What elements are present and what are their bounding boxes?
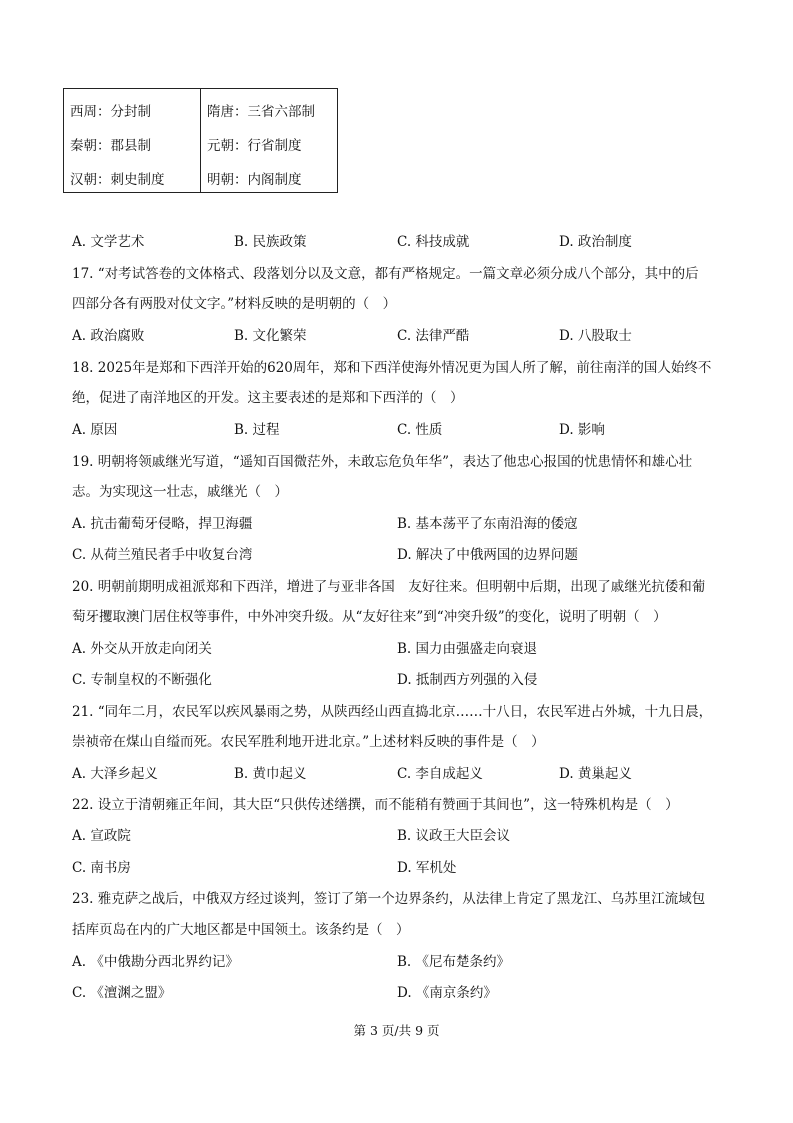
q16-option-d[interactable]: D. 政治制度 (559, 234, 632, 250)
q18-stem-line1: 18. 2025年是郑和下西洋开始的620周年，郑和下西洋使海外情况更为国人所了解，前往南洋的国人始终不 (72, 360, 712, 376)
page-number: 第 3 页/共 9 页 (353, 1023, 440, 1038)
q18-option-d[interactable]: D. 影响 (559, 422, 605, 438)
q17-option-a[interactable]: A. 政治腐败 (72, 328, 145, 344)
q16-option-c[interactable]: C. 科技成就 (397, 234, 470, 250)
q18-option-a[interactable]: A. 原因 (72, 422, 118, 438)
q17-option-b[interactable]: B. 文化繁荣 (234, 328, 307, 344)
q23-option-d[interactable]: D. 《南京条约》 (397, 985, 497, 1001)
system-table (63, 88, 338, 193)
q22-option-c[interactable]: C. 南书房 (72, 860, 131, 876)
table-cell: 汉朝：刺史制度 (70, 172, 165, 188)
q19-stem-line1: 19. 明朝将领戚继光写道，“遥知百国微茫外，未敢忘危负年华”，表达了他忠心报国的忧患情怀和雄心壮 (72, 454, 693, 470)
q18-option-b[interactable]: B. 过程 (234, 422, 280, 438)
q21-option-b[interactable]: B. 黄巾起义 (234, 766, 307, 782)
q19-option-c[interactable]: C. 从荷兰殖民者手中收复台湾 (72, 547, 253, 563)
q23-stem-line2: 括库页岛在内的广大地区都是中国领土。该条约是（ ） (72, 922, 410, 938)
q23-option-a[interactable]: A. 《中俄勘分西北界约记》 (72, 954, 239, 970)
q21-stem-line1: 21. “同年二月，农民军以疾风暴雨之势，从陕西经山西直捣北京……十八日，农民军进占外城，十九日晨， (72, 704, 713, 720)
q19-stem-line2: 志。为实现这一壮志，戚继光（ ） (72, 484, 288, 500)
q22-option-d[interactable]: D. 军机处 (397, 860, 457, 876)
q20-option-a[interactable]: A. 外交从开放走向闭关 (72, 641, 212, 657)
q23-option-c[interactable]: C. 《澶渊之盟》 (72, 985, 172, 1001)
q21-option-c[interactable]: C. 李自成起义 (397, 766, 483, 782)
q20-stem-line1: 20. 明朝前期明成祖派郑和下西洋，增进了与亚非各国 友好往来。但明朝中后期，出现了戚继光抗倭和葡 (72, 579, 706, 595)
q19-option-d[interactable]: D. 解决了中俄两国的边界问题 (397, 547, 578, 563)
table-cell: 明朝：内阁制度 (207, 172, 302, 188)
q18-stem-line2: 绝，促进了南洋地区的开发。这主要表述的是郑和下西洋的（ ） (72, 390, 464, 406)
q20-option-c[interactable]: C. 专制皇权的不断强化 (72, 672, 212, 688)
q19-option-b[interactable]: B. 基本荡平了东南沿海的倭寇 (397, 516, 578, 532)
q16-option-b[interactable]: B. 民族政策 (234, 234, 307, 250)
table-right-column (200, 89, 337, 192)
q21-option-d[interactable]: D. 黄巢起义 (559, 766, 632, 782)
table-cell: 隋唐：三省六部制 (207, 104, 315, 120)
table-cell: 秦朝：郡县制 (70, 138, 151, 154)
q17-stem-line2: 四部分各有两股对仗文字。”材料反映的是明朝的（ ） (72, 296, 397, 312)
q19-option-a[interactable]: A. 抗击葡萄牙侵略，捍卫海疆 (72, 516, 253, 532)
q17-stem-line1: 17. “对考试答卷的文体格式、段落划分以及文意，都有严格规定。一篇文章必须分成八个部分，其中的后 (72, 266, 699, 282)
q18-option-c[interactable]: C. 性质 (397, 422, 443, 438)
q20-stem-line2: 萄牙攫取澳门居住权等事件，中外冲突升级。从“友好往来”到“冲突升级”的变化，说明了明朝（ ） (72, 609, 667, 625)
table-left-column (64, 89, 200, 192)
q16-option-a[interactable]: A. 文学艺术 (72, 234, 145, 250)
q21-stem-line2: 崇祯帝在煤山自缢而死。农民军胜利地开进北京。”上述材料反映的事件是（ ） (72, 734, 545, 750)
q20-option-b[interactable]: B. 国力由强盛走向衰退 (397, 641, 538, 657)
q17-option-c[interactable]: C. 法律严酷 (397, 328, 470, 344)
q23-stem-line1: 23. 雅克萨之战后，中俄双方经过谈判，签订了第一个边界条约，从法律上肯定了黑龙江、乌苏里江流域包 (72, 891, 706, 907)
q22-option-a[interactable]: A. 宣政院 (72, 828, 131, 844)
q22-stem-line1: 22. 设立于清朝雍正年间，其大臣“只供传述缮撰，而不能稍有赞画于其间也”，这一特殊机构是（ ） (72, 797, 679, 813)
q21-option-a[interactable]: A. 大泽乡起义 (72, 766, 158, 782)
q22-option-b[interactable]: B. 议政王大臣会议 (397, 828, 511, 844)
q17-option-d[interactable]: D. 八股取士 (559, 328, 632, 344)
table-cell: 西周：分封制 (70, 104, 151, 120)
q23-option-b[interactable]: B. 《尼布楚条约》 (397, 954, 511, 970)
table-cell: 元朝：行省制度 (207, 138, 302, 154)
q20-option-d[interactable]: D. 抵制西方列强的入侵 (397, 672, 538, 688)
